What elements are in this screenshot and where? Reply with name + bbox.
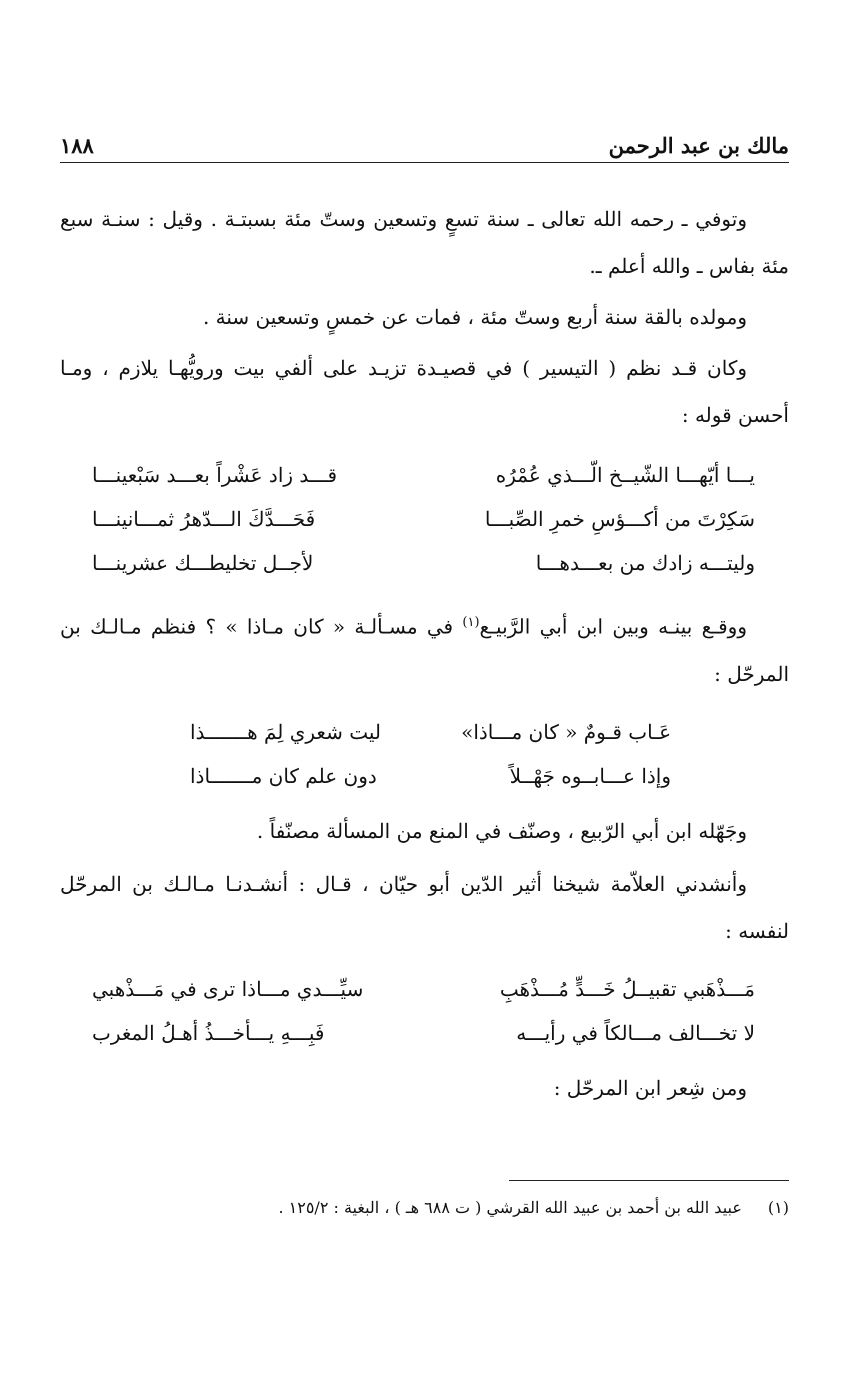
verse-first-hemistich: لا تخـــالف مـــالكاً في رأيـــه <box>516 1020 755 1045</box>
verse-first-hemistich: يـــا أيّهـــا الشّيــخ الّـــذي عُمْرُه <box>495 463 755 487</box>
verse-second-hemistich: قـــد زاد عَشْراً بعـــد سَبْعينـــا <box>92 463 338 487</box>
verse-second-hemistich: دون علم كان مـــــــاذا <box>190 763 377 788</box>
footnote-separator <box>509 1180 789 1181</box>
page-number: ١٨٨ <box>60 133 94 158</box>
verse-line <box>60 710 789 754</box>
paragraph-death: وتوفي ـ رحمه الله تعالى ـ سنة تسعٍ وتسعين وستّ مئة بسبتـة . وقيل : سنـة سبع مئة بفاس ـ والله أعلم ـ. <box>60 207 789 278</box>
verse-first-hemistich: وليتـــه زادك من بعـــدهـــا <box>535 551 755 575</box>
verse-first-hemistich: سَكِرْتَ من أكـــؤسِ خمرِ الصِّبـــا <box>484 507 755 531</box>
running-title: مالك بن عبد الرحمن <box>608 133 789 158</box>
verse-first-hemistich: مَـــذْهَبي تقبيــلُ خَـــدٍّ مُـــذْهَبِ <box>499 976 755 1001</box>
footnote-marker: (١) <box>767 1198 789 1217</box>
verse-second-hemistich: سيِّـــدي مـــاذا ترى في مَـــذْهبي <box>92 976 364 1001</box>
page-body <box>60 196 789 1112</box>
poem-seventy <box>60 453 789 585</box>
verse-line <box>60 497 789 541</box>
poem-madhhabi <box>60 967 789 1055</box>
paragraph-dispute-end: في مسـألـة « كان مـاذا » ؟ فنظم مـالـك بن المرحّل : <box>60 614 789 686</box>
verse-first-hemistich: عَـاب قـومٌ « كان مـــاذا» <box>461 719 671 744</box>
footnote <box>60 1196 789 1220</box>
verse-line <box>60 453 789 497</box>
paragraph-dispute-start: ووقـع بينـه وبين ابن أبي الرَّبيـع <box>479 614 747 639</box>
paragraph-dispute <box>60 599 789 698</box>
paragraph-abu-hayyan: وأنشدني العلاّمة شيخنا أثير الدّين أبو حيّان ، قـال : أنشـدنـا مـالـك بن المرحّل لنفسه : <box>60 871 789 943</box>
paragraph-more-poetry: ومن شِعر ابن المرحّل : <box>553 1075 747 1100</box>
footnote-ref: (١) <box>462 615 480 630</box>
paragraph-refutation: وجَهّله ابن أبي الرّبيع ، وصنّف في المنع من المسألة مصنّفاً . <box>256 818 747 843</box>
verse-line <box>60 1011 789 1055</box>
verse-first-hemistich: وإذا عـــابــوه جَهْــلاً <box>509 763 671 788</box>
verse-line <box>60 541 789 585</box>
verse-line <box>60 967 789 1011</box>
verse-line <box>60 754 789 798</box>
paragraph-birth: ومولده بالقة سنة أربع وستّ مئة ، فمات عن خمسٍ وتسعين سنة . <box>202 305 747 329</box>
paragraph-taysir: وكان قـد نظم ( التيسير ) في قصيـدة تزيـد على ألفي بيت ورويُّهـا يلازم ، ومـا أحسن قوله : <box>60 356 789 427</box>
poem-kana-madha <box>60 710 789 798</box>
verse-second-hemistich: فَبِـــهِ يـــأخـــذُ أهـلُ المغرب <box>92 1020 325 1045</box>
verse-second-hemistich: لأجــل تخليطـــك عشرينـــا <box>92 551 314 575</box>
running-header <box>60 124 789 163</box>
footnote-text: عبيد الله بن أحمد بن عبيد الله القرشي ( ت ٦٨٨ هـ ) ، البغية : ١٢٥/٢ . <box>278 1198 742 1217</box>
verse-second-hemistich: ليت شعري لِمَ هـــــــذا <box>190 719 381 744</box>
verse-second-hemistich: فَحَـــدَّكَ الـــدّهرُ ثمـــانينـــا <box>92 507 316 531</box>
